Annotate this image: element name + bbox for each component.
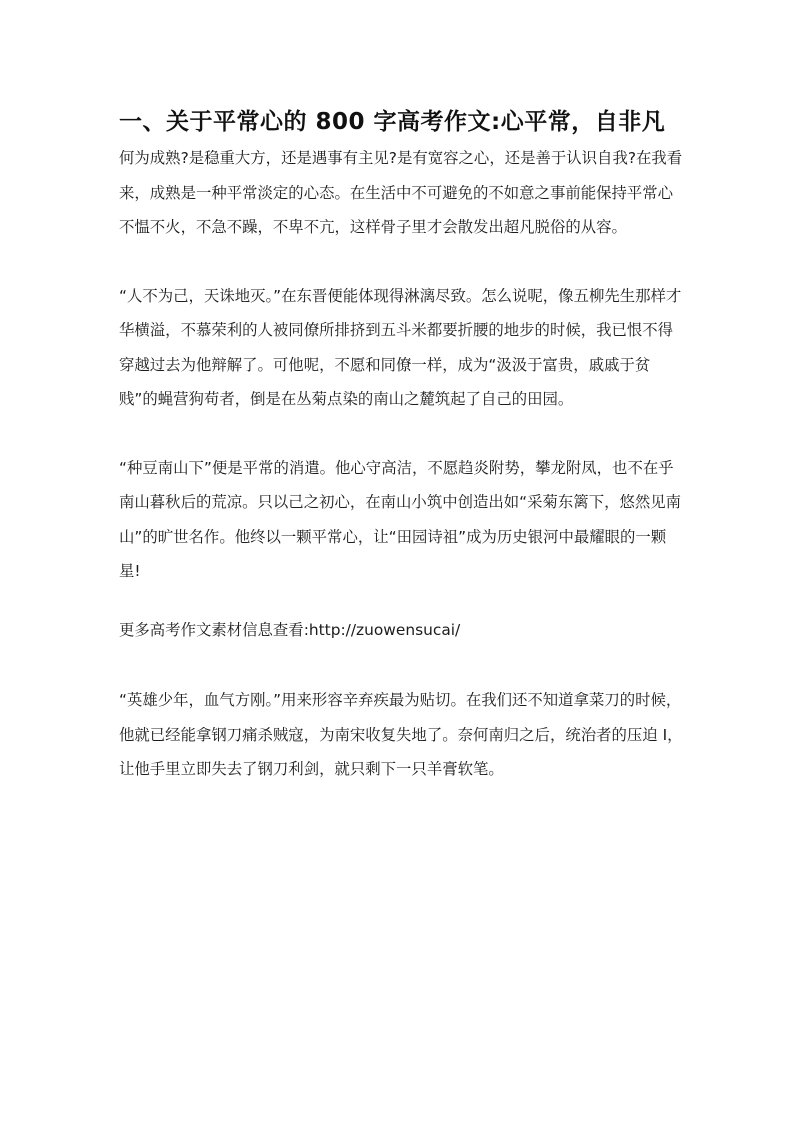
- paragraph-nanshan: “种豆南山下”便是平常的消遣。他心守高洁，不愿趋炎附势，攀龙附凤，也不在乎南山暮秋后的荒凉。只以己之初心，在南山小筑中创造出如“采菊东篱下，悠然见南山”的旷世名作。他终以一颗平常心，让“田园诗祖”成为历史银河中最耀眼的一颗星!: [119, 458, 682, 580]
- paragraph-more-link: 更多高考作文素材信息查看:http://zuowensucai/: [119, 620, 461, 639]
- paragraph-xin-qiji: “英雄少年，血气方刚。”用来形容辛弃疾最为贴切。在我们还不知道拿菜刀的时候，他就已经能拿钢刀痛杀贼寇，为南宋收复失地了。奈何南归之后，统治者的压迫 I，让他手里立即失去了钢刀利剑，就只剩下一只羊膏软笔。: [119, 691, 683, 778]
- paragraph-maturity: 何为成熟?是稳重大方，还是遇事有主见?是有宽容之心，还是善于认识自我?在我看来，成熟是一种平常淡定的心态。在生活中不可避免的不如意之事前能保持平常心不愠不火，不急不躁，不卑不亢，这样骨子里才会散发出超凡脱俗的从容。: [119, 149, 683, 236]
- paragraph-wuliu: “人不为己，天诛地灭。”在东晋便能体现得淋漓尽致。怎么说呢，像五柳先生那样才华横溢，不慕荣利的人被同僚所排挤到五斗米都要折腰的地步的时候，我已恨不得穿越过去为他辩解了。可他呢，不愿和同僚一样，成为“汲汲于富贵，戚戚于贫贱”的蝇营狗苟者，倒是在丛菊点染的南山之麓筑起了自己的田园。: [119, 286, 682, 408]
- document-title: 一、关于平常心的 800 字高考作文:心平常，自非凡: [119, 109, 666, 135]
